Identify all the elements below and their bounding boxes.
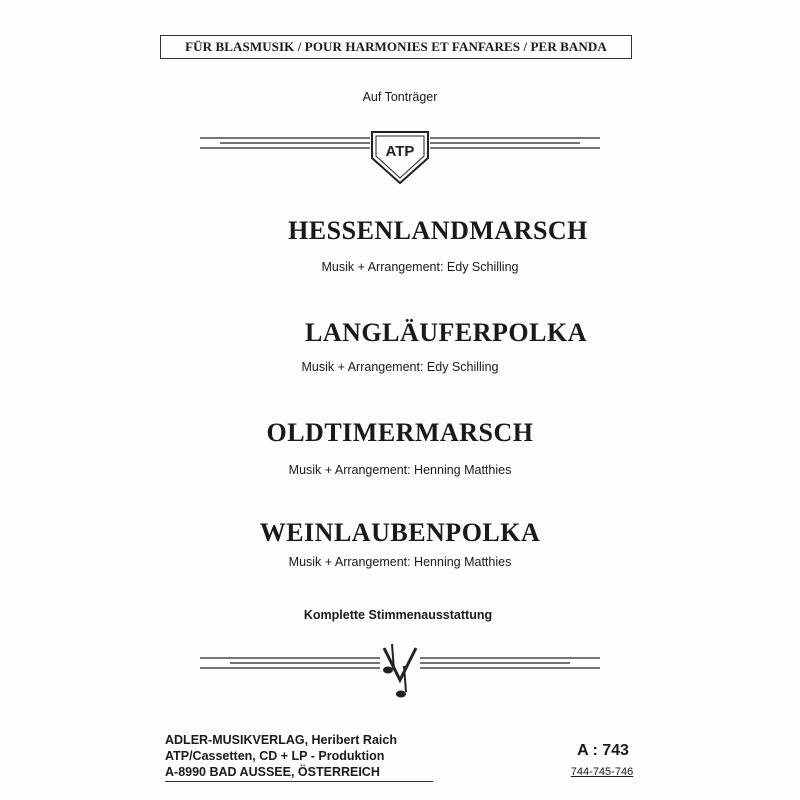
piece-title: WEINLAUBENPOLKA	[259, 518, 541, 547]
publisher-block	[165, 732, 435, 780]
publisher-underline	[165, 781, 433, 782]
parts-note: Komplette Stimmenausstattung	[303, 608, 493, 622]
recording-note: Auf Tonträger	[362, 90, 438, 104]
publisher-line: ADLER-MUSIKVERLAG, Heribert Raich	[165, 733, 397, 747]
music-note-ornament	[0, 640, 800, 705]
piece-credit: Musik + Arrangement: Henning Matthies	[288, 463, 512, 477]
piece-title: OLDTIMERMARSCH	[266, 418, 534, 447]
piece-credit: Musik + Arrangement: Henning Matthies	[288, 555, 512, 569]
atp-logo-ornament	[0, 128, 800, 188]
atp-logo-text: ATP	[385, 143, 415, 160]
publisher-line: ATP/Cassetten, CD + LP - Produktion	[165, 749, 385, 763]
piece-credit: Musik + Arrangement: Edy Schilling	[301, 360, 499, 374]
piece-title: LANGLÄUFERPOLKA	[305, 318, 587, 347]
piece-title: HESSENLANDMARSCH	[288, 216, 588, 245]
catalog-series: 744-745-746	[570, 766, 634, 778]
catalog-number: A : 743	[577, 742, 629, 759]
publisher-line: A-8990 BAD AUSSEE, ÖSTERREICH	[165, 765, 380, 779]
header-banner: FÜR BLASMUSIK / POUR HARMONIES ET FANFARES / PER BANDA	[160, 35, 632, 59]
piece-credit: Musik + Arrangement: Edy Schilling	[321, 260, 519, 274]
